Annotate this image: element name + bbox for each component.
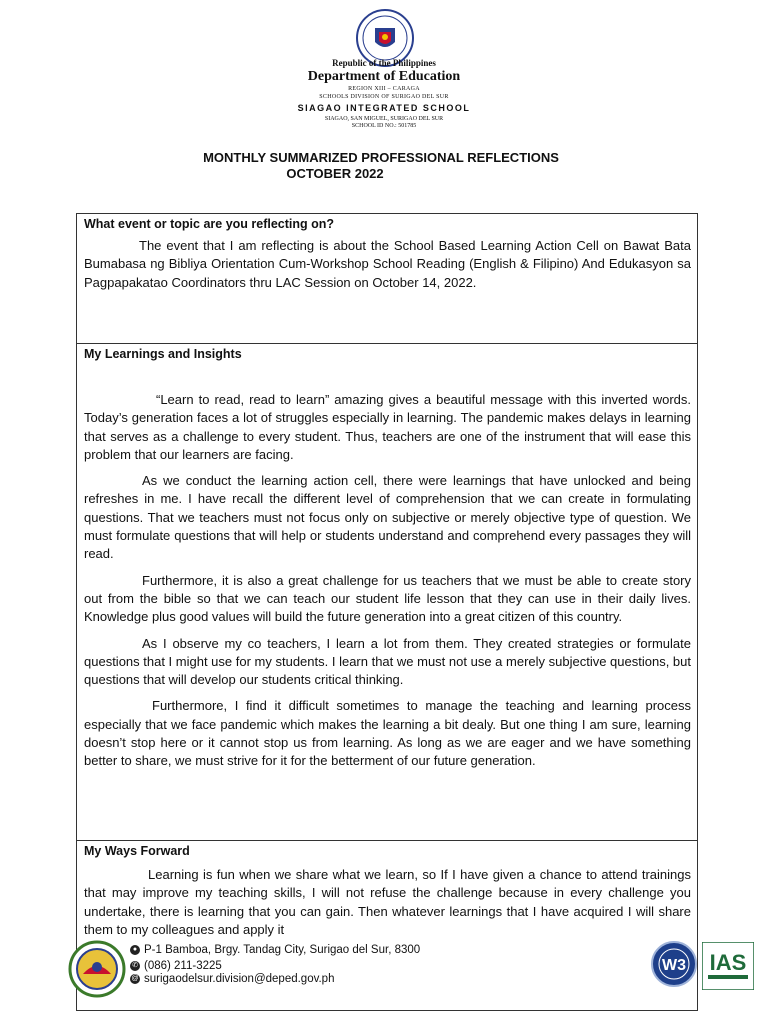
w3-logo-text: W3 — [662, 957, 686, 974]
forward-heading: My Ways Forward — [84, 844, 190, 858]
ias-logo-text: IAS — [709, 950, 747, 975]
document-subtitle: OCTOBER 2022 — [286, 166, 384, 181]
learnings-paragraph-4: As I observe my co teachers, I learn a lot from them. They created strategies or formulate questions that I might use for my students. I learn that we must not use a merely subjective questions, but questions that will develop our students critical thinking. — [84, 635, 691, 688]
school-name: SIAGAO INTEGRATED SCHOOL — [297, 103, 471, 113]
division-line: SCHOOLS DIVISION OF SURIGAO DEL SUR — [319, 94, 449, 100]
reflection-table — [76, 213, 698, 1011]
document-title: MONTHLY SUMMARIZED PROFESSIONAL REFLECTIONS — [203, 150, 559, 165]
event-cell — [77, 214, 698, 344]
footer — [0, 940, 768, 1024]
event-question: What event or topic are you reflecting on? — [84, 217, 335, 231]
w3-logo-icon — [650, 940, 698, 988]
learnings-cell — [77, 344, 698, 841]
footer-phone: ✆ (086) 211-3225 — [130, 960, 222, 972]
school-address: SIAGAO, SAN MIGUEL, SURIGAO DEL SUR — [324, 116, 444, 122]
division-logo-icon — [68, 940, 126, 998]
email-icon: @ — [131, 974, 139, 982]
learnings-paragraph-2: As we conduct the learning action cell, there were learnings that have unlocked and being refreshes in me. I have recall the different level of comprehension that we can create in formulating questions. That we teachers must not focus only on subjective or merely objective type of question. We must formulate questions that will help or students understand and comprehend every passages they will read. — [84, 473, 691, 562]
phone-icon: ✆ — [130, 961, 140, 971]
event-paragraph: The event that I am reflecting is about the School Based Learning Action Cell on Bawat Bata Bumabasa ng Bibliya Orientation Cum-Workshop School Reading (English & Filipino) And Edukasyon sa Pagpapakatao Coordinators thru LAC Session on October 14, 2022. — [84, 238, 691, 290]
learnings-paragraph-5: Furthermore, I find it difficult sometimes to manage the teaching and learning process especially that we face pandemic which makes the learning a bit dealy. But one thing I am sure, learning doesn’t stop here or it cannot stop us from learning. As long as we are eager and we have something better to share, we must strive for it for the betterment of our future generation. — [84, 698, 691, 769]
region-line: REGION XIII – CARAGA — [348, 86, 420, 92]
location-icon: ● — [130, 945, 140, 955]
ias-logo-icon — [702, 942, 754, 990]
forward-paragraph: Learning is fun when we share what we learn, so If I have given a chance to attend trainings that may improve my teaching skills, I will not refuse the challenge because in every challenge you undertake, there is learning that you can gain. Then whatever learnings that I have acquired I will share them to my colleagues and apply it — [84, 867, 691, 937]
learnings-paragraph-1: “Learn to read, read to learn” amazing gives a beautiful message with this inverted words. Today’s generation faces a lot of struggles especially in learning. The pandemic makes delays in learning that serves as a challenge to every student. Thus, teachers are one of the instrument that will ease this problem that our learners are facing. — [84, 392, 691, 462]
department-line: Department of Education — [307, 69, 461, 84]
school-id: SCHOOL ID NO.: 501785 — [351, 123, 417, 129]
learnings-heading: My Learnings and Insights — [84, 347, 242, 361]
footer-email: @ surigaodelsur.division@deped.gov.ph — [131, 973, 335, 985]
republic-line: Republic of the Philippines — [332, 58, 436, 68]
footer-address: ● P-1 Bamboa, Brgy. Tandag City, Surigao del Sur, 8300 — [130, 944, 420, 956]
learnings-paragraph-3: Furthermore, it is also a great challenge for us teachers that we must be able to create story out from the bible so that we can teach our student life lesson that they can use in their daily lives. Knowledge plus good values will build the future generation into a great citizen of this country. — [84, 572, 691, 625]
